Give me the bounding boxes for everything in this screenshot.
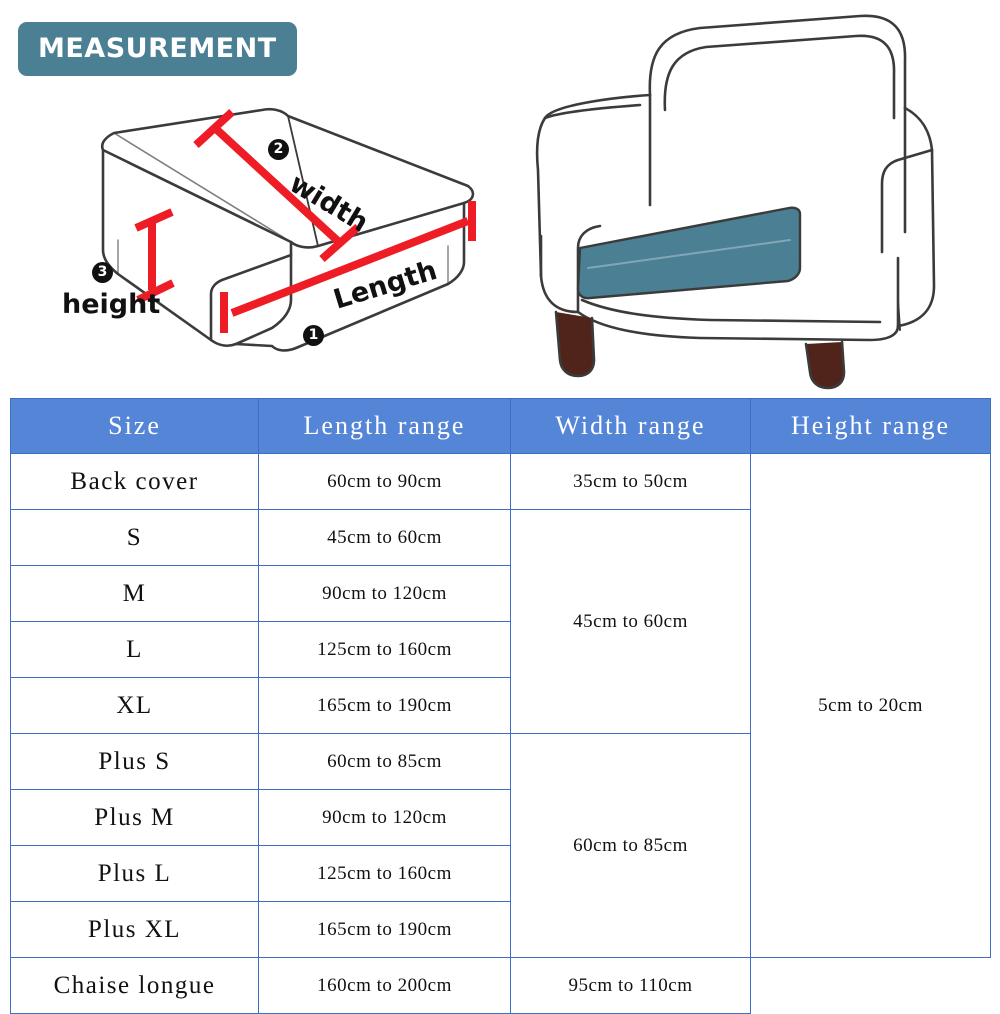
cell-length: 90cm to 120cm [259,566,511,622]
cell-width: 95cm to 110cm [511,958,751,1014]
cell-length: 90cm to 120cm [259,790,511,846]
cell-length: 60cm to 85cm [259,734,511,790]
cell-size: S [11,510,259,566]
cell-length: 45cm to 60cm [259,510,511,566]
illustration-area [0,0,1000,395]
cell-size: XL [11,678,259,734]
measurement-badge: MEASUREMENT [18,22,297,76]
cell-size: M [11,566,259,622]
cell-length: 165cm to 190cm [259,678,511,734]
cell-size: Chaise longue [11,958,259,1014]
cell-size: Plus XL [11,902,259,958]
cell-width-merged: 45cm to 60cm [511,510,751,734]
table-header-row [11,399,991,454]
cell-length: 165cm to 190cm [259,902,511,958]
size-table-wrapper [10,398,990,1014]
cell-width: 35cm to 50cm [511,454,751,510]
cell-length: 125cm to 160cm [259,622,511,678]
measure-arrows-cushion [136,112,472,333]
label-width: width [284,168,374,239]
header-height: Height range [751,399,991,454]
seat-cushion-highlight [578,208,800,298]
marker-1-icon: 1 [303,325,324,346]
header-size: Size [11,399,259,454]
cell-size: Back cover [11,454,259,510]
cell-size: Plus M [11,790,259,846]
cell-length: 125cm to 160cm [259,846,511,902]
size-table [10,398,991,1014]
table-row [11,454,991,510]
armchair-diagram [537,16,934,388]
cell-length: 160cm to 200cm [259,958,511,1014]
cell-size: Plus L [11,846,259,902]
cell-height-merged: 5cm to 20cm [751,454,991,958]
cell-size: Plus S [11,734,259,790]
marker-3-icon: 3 [92,262,113,283]
cell-size: L [11,622,259,678]
label-length: Length [330,254,441,316]
cell-width-merged: 60cm to 85cm [511,734,751,958]
header-length: Length range [259,399,511,454]
cell-length: 60cm to 90cm [259,454,511,510]
diagram-svg [0,0,1000,395]
marker-2-icon: 2 [268,139,289,160]
header-width: Width range [511,399,751,454]
table-row [11,958,991,1014]
label-height: height [62,289,161,320]
